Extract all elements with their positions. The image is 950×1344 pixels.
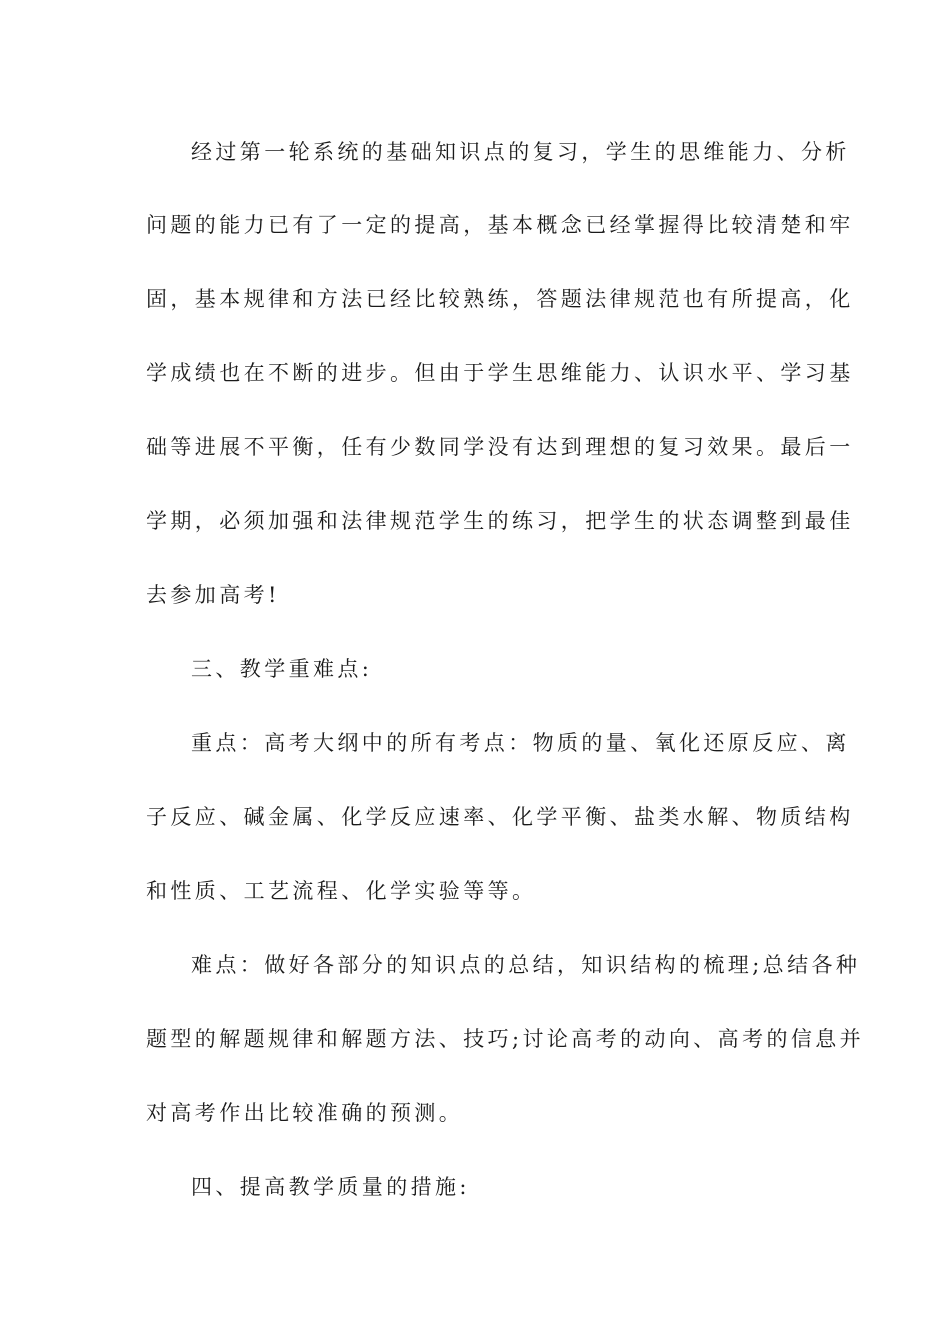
paragraph-line: 固，基本规律和方法已经比较熟练，答题法律规范也有所提高，化 xyxy=(146,287,854,311)
paragraph-line: 经过第一轮系统的基础知识点的复习，学生的思维能力、分析 xyxy=(191,140,850,164)
paragraph-line: 去参加高考! xyxy=(146,583,280,607)
paragraph-line: 础等进展不平衡，任有少数同学没有达到理想的复习效果。最后一 xyxy=(146,435,854,459)
paragraph-line: 题型的解题规律和解题方法、技巧;讨论高考的动向、高考的信息并 xyxy=(146,1027,865,1051)
paragraph-line: 难点：做好各部分的知识点的总结，知识结构的梳理;总结各种 xyxy=(191,953,861,977)
paragraph-line: 对高考作出比较准确的预测。 xyxy=(146,1101,464,1125)
paragraph-line: 学期，必须加强和法律规范学生的练习，把学生的状态调整到最佳 xyxy=(146,509,854,533)
paragraph-line: 子反应、碱金属、化学反应速率、化学平衡、盐类水解、物质结构 xyxy=(146,805,854,829)
section-heading: 四、提高教学质量的措施: xyxy=(191,1175,470,1199)
paragraph-line: 学成绩也在不断的进步。但由于学生思维能力、认识水平、学习基 xyxy=(146,361,854,385)
paragraph-line: 和性质、工艺流程、化学实验等等。 xyxy=(146,879,537,903)
paragraph-line: 重点：高考大纲中的所有考点：物质的量、氧化还原反应、离 xyxy=(191,731,850,755)
section-heading: 三、教学重难点: xyxy=(191,657,373,681)
paragraph-line: 问题的能力已有了一定的提高，基本概念已经掌握得比较清楚和牢 xyxy=(146,213,854,237)
